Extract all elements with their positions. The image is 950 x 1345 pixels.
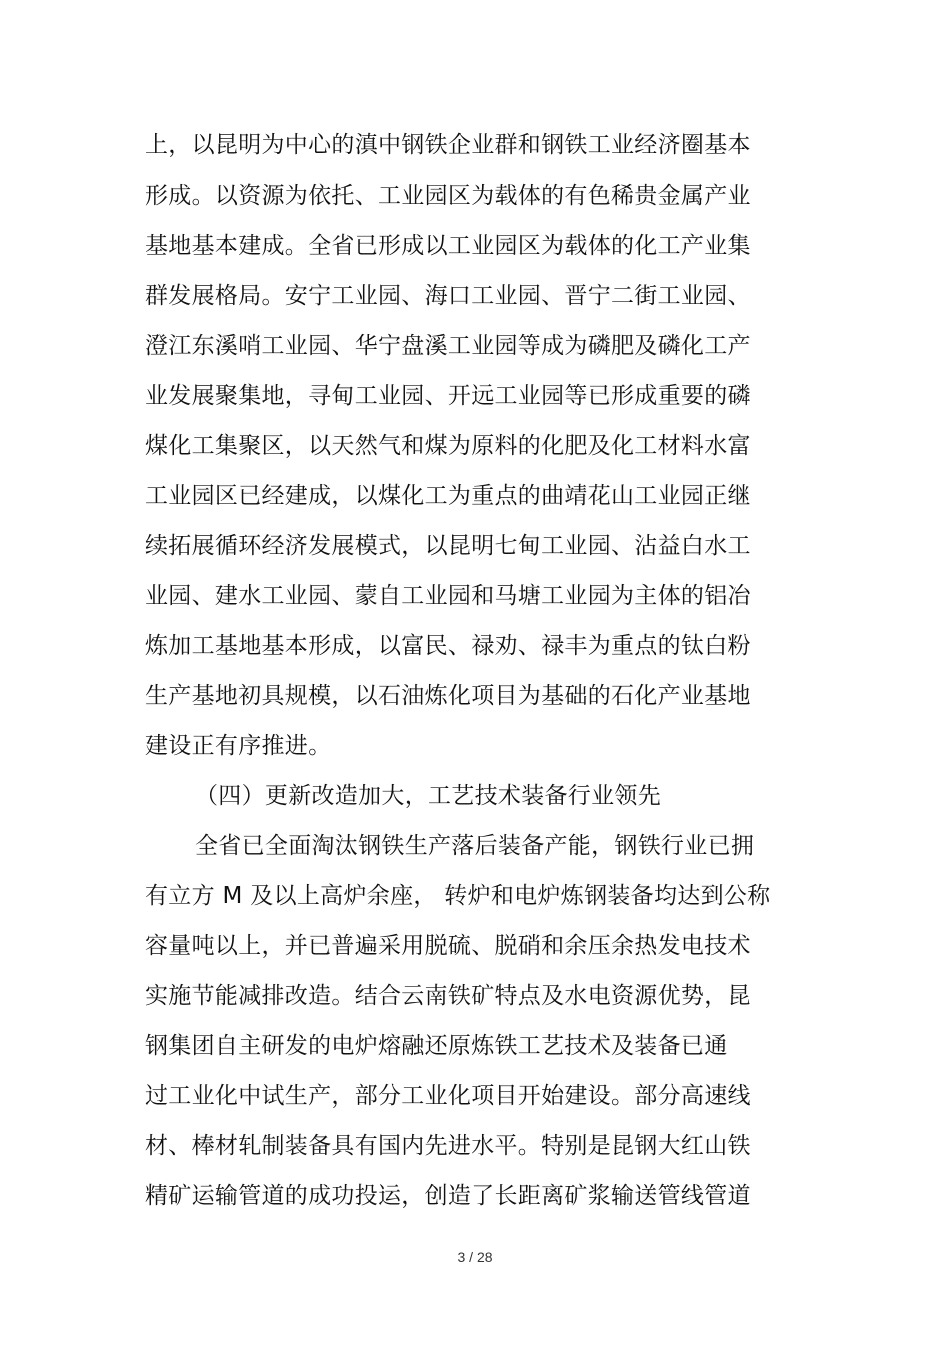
paragraph-line: 煤化工集聚区，以天然气和煤为原料的化肥及化工材料水富 <box>145 433 751 459</box>
paragraph-line: 澄江东溪哨工业园、华宁盘溪工业园等成为磷肥及磷化工产 <box>145 333 751 359</box>
paragraph-line: 容量吨以上，并已普遍采用脱硫、脱硝和余压余热发电技术 <box>145 933 751 959</box>
paragraph-line: 上，以昆明为中心的滇中钢铁企业群和钢铁工业经济圈基本 <box>145 132 751 158</box>
paragraph-line: 炼加工基地基本形成，以富民、禄劝、禄丰为重点的钛白粉 <box>145 633 751 659</box>
page-number: 3 / 28 <box>457 1249 493 1265</box>
paragraph-line: 建设正有序推进。 <box>145 733 332 759</box>
paragraph-line: 形成。以资源为依托、工业园区为载体的有色稀贵金属产业 <box>145 183 751 209</box>
paragraph-line: 业发展聚集地，寻甸工业园、开远工业园等已形成重要的磷 <box>145 383 751 409</box>
paragraph-line: 精矿运输管道的成功投运，创造了长距离矿浆输送管线管道 <box>145 1183 751 1209</box>
paragraph-line: 续拓展循环经济发展模式，以昆明七甸工业园、沾益白水工 <box>145 533 751 559</box>
paragraph-line: 工业园区已经建成，以煤化工为重点的曲靖花山工业园正继 <box>145 483 751 509</box>
paragraph-line: 业园、建水工业园、蒙自工业园和马塘工业园为主体的铝冶 <box>145 583 751 609</box>
paragraph-line: 生产基地初具规模，以石油炼化项目为基础的石化产业基地 <box>145 683 751 709</box>
paragraph-line: 有立方 M 及以上高炉余座， 转炉和电炉炼钢装备均达到公称 <box>145 883 771 909</box>
paragraph-line: 过工业化中试生产，部分工业化项目开始建设。部分高速线 <box>145 1083 751 1109</box>
paragraph-line: 实施节能减排改造。结合云南铁矿特点及水电资源优势，昆 <box>145 983 751 1009</box>
paragraph-line: 钢集团自主研发的电炉熔融还原炼铁工艺技术及装备已通 <box>145 1033 728 1059</box>
section-heading: （四）更新改造加大，工艺技术装备行业领先 <box>195 783 661 809</box>
paragraph-line: 群发展格局。安宁工业园、海口工业园、晋宁二街工业园、 <box>145 283 751 309</box>
paragraph-line: 全省已全面淘汰钢铁生产落后装备产能，钢铁行业已拥 <box>195 833 755 859</box>
paragraph-line: 材、棒材轧制装备具有国内先进水平。特别是昆钢大红山铁 <box>145 1133 751 1159</box>
paragraph-line: 基地基本建成。全省已形成以工业园区为载体的化工产业集 <box>145 233 751 259</box>
